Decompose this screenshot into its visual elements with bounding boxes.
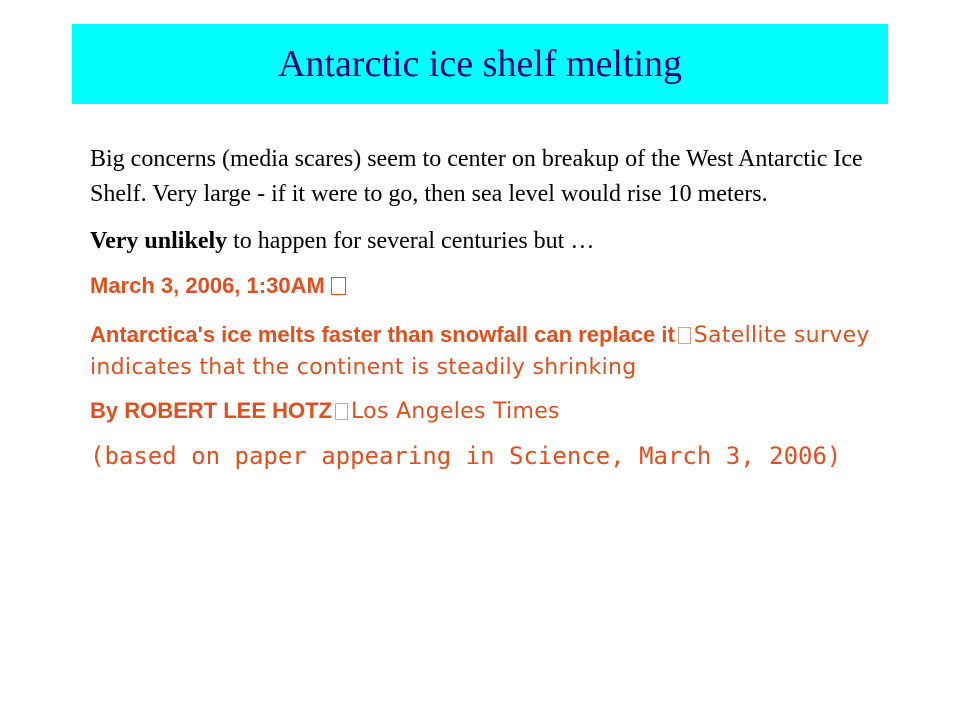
article-date — [90, 271, 890, 301]
source-note: (based on paper appearing in Science, March 3, 2006) — [90, 442, 842, 470]
missing-glyph-icon — [335, 403, 348, 420]
article-byline — [90, 395, 890, 428]
missing-glyph-icon — [331, 277, 346, 295]
subheadline-text: Satellite survey indicates that the continent is steadily shrinking — [90, 323, 870, 380]
likelihood-emphasis: Very unlikely — [90, 228, 228, 254]
headline-text: Antarctica's ice melts faster than snowfall can replace it — [90, 322, 675, 347]
intro-paragraph: Big concerns (media scares) seem to center on breakup of the West Antarctic Ice Shelf. Very large - if it were to go, then sea level would rise 10 meters. — [90, 146, 863, 207]
byline-author: By ROBERT LEE HOTZ — [90, 398, 333, 423]
slide-title: Antarctic ice shelf melting — [277, 43, 683, 85]
title-banner — [72, 24, 888, 104]
byline-publication: Los Angeles Times — [351, 399, 560, 424]
slide-body — [90, 142, 890, 474]
article-date-text: March 3, 2006, 1:30AM — [90, 273, 325, 298]
likelihood-rest: to happen for several centuries but … — [227, 228, 595, 254]
missing-glyph-icon — [678, 327, 691, 344]
likelihood-paragraph — [90, 224, 890, 259]
article-headline — [90, 319, 890, 383]
